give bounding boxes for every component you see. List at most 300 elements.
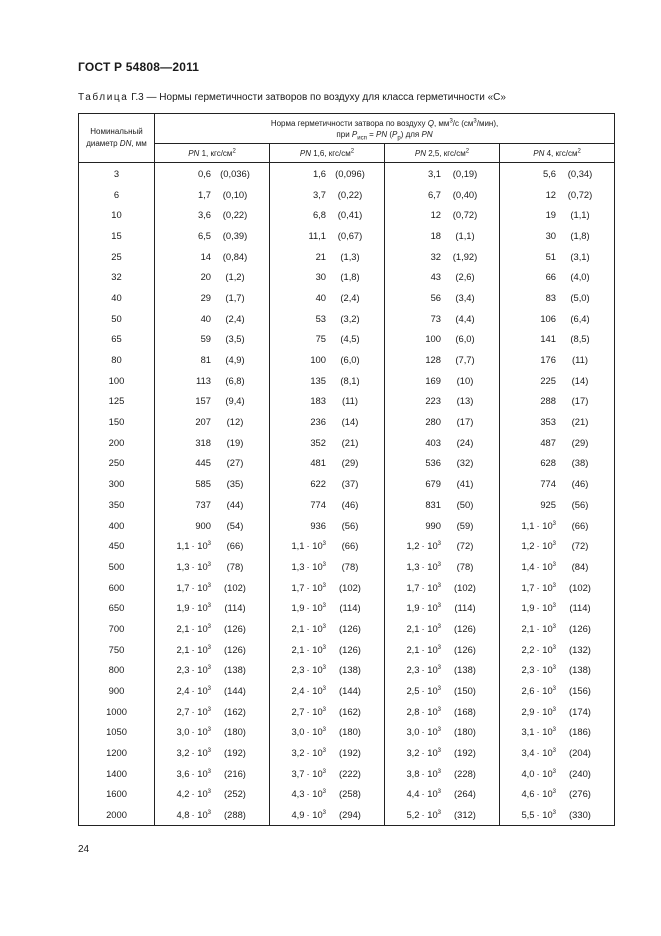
leak-value-alt-units: (228) — [454, 767, 476, 779]
cell-leak-norm — [155, 639, 270, 660]
leak-value: 236 — [310, 416, 326, 428]
table-row — [79, 204, 615, 225]
exponent-multiplier: · 10 — [191, 705, 208, 717]
leak-value-alt-units: (24) — [456, 436, 474, 448]
leak-value: $2,3 \cdot 10^3$ — [291, 664, 326, 676]
exponent-multiplier: · 10 — [421, 664, 438, 676]
exponent-multiplier: · 10 — [306, 540, 323, 552]
leak-value-alt-units: (114) — [569, 602, 591, 614]
leak-value-alt-units: (0,41) — [337, 209, 363, 221]
leak-value-alt-units: (1,1) — [570, 209, 590, 221]
cell-leak-norm — [155, 494, 270, 515]
exponent-multiplier: · 10 — [536, 705, 553, 717]
leak-value-alt-units: (78) — [226, 560, 244, 572]
cell-leak-norm — [385, 535, 500, 556]
cell-leak-norm — [270, 742, 385, 763]
cell-leak-norm — [500, 763, 615, 784]
leak-value-alt-units: (138) — [224, 664, 246, 676]
leak-value-alt-units: (192) — [339, 747, 361, 759]
leak-value: 20 — [200, 271, 211, 283]
leak-value: $1,1 \cdot 10^3$ — [521, 519, 556, 531]
cell-nominal-diameter: 1600 — [79, 784, 155, 805]
leak-value: 135 — [310, 374, 326, 386]
exponent-multiplier: · 10 — [306, 685, 323, 697]
leak-value: $1,9 \cdot 10^3$ — [291, 602, 326, 614]
leak-value: 353 — [540, 416, 556, 428]
leak-value: $3,4 \cdot 10^3$ — [521, 747, 556, 759]
exponent-multiplier: · 10 — [536, 726, 553, 738]
exponent-multiplier: · 10 — [536, 809, 553, 821]
leak-value-alt-units: (192) — [224, 747, 246, 759]
cell-leak-norm — [270, 556, 385, 577]
leak-value-alt-units: (0,39) — [222, 229, 248, 241]
leak-value: 6,5 — [197, 229, 211, 241]
table-row — [79, 473, 615, 494]
leak-value-alt-units: (222) — [339, 767, 361, 779]
exponent-multiplier: · 10 — [306, 726, 323, 738]
cell-leak-norm — [385, 184, 500, 205]
leak-value: 225 — [540, 374, 556, 386]
cell-leak-norm — [270, 391, 385, 412]
leak-value: $1,9 \cdot 10^3$ — [406, 602, 441, 614]
exponent-multiplier: · 10 — [421, 560, 438, 572]
exponent-multiplier: · 10 — [306, 664, 323, 676]
cell-nominal-diameter: 400 — [79, 515, 155, 536]
header-pn-1-6: PN 1,6, кгс/$см^2$ — [270, 144, 385, 163]
leak-value-alt-units: (0,84) — [222, 250, 248, 262]
leak-value: 30 — [315, 271, 326, 283]
cell-leak-norm — [385, 680, 500, 701]
leak-value-alt-units: (114) — [454, 602, 476, 614]
leak-value: $2,2 \cdot 10^3$ — [521, 643, 556, 655]
leak-value-alt-units: (11) — [572, 354, 588, 366]
leak-value-alt-units: (6,0) — [340, 354, 360, 366]
leak-value: 29 — [200, 291, 211, 303]
cell-leak-norm — [500, 680, 615, 701]
leak-value: $3,2 \cdot 10^3$ — [291, 747, 326, 759]
page-number: 24 — [78, 844, 90, 855]
cell-leak-norm — [270, 204, 385, 225]
exponent-multiplier: · 10 — [536, 788, 553, 800]
table-row — [79, 163, 615, 184]
leak-value-alt-units: (180) — [454, 726, 476, 738]
leak-value: 11,1 — [308, 229, 326, 241]
leak-value-alt-units: (180) — [224, 726, 246, 738]
exponent-multiplier: · 10 — [306, 705, 323, 717]
cell-leak-norm — [385, 618, 500, 639]
cell-leak-norm — [270, 349, 385, 370]
cell-nominal-diameter: 900 — [79, 680, 155, 701]
leak-value-alt-units: (32) — [456, 457, 474, 469]
leak-value-alt-units: (138) — [454, 664, 476, 676]
exponent-multiplier: · 10 — [536, 602, 553, 614]
cell-leak-norm — [155, 246, 270, 267]
cell-leak-norm — [155, 432, 270, 453]
leak-value: $1,7 \cdot 10^3$ — [521, 581, 556, 593]
leak-value-alt-units: (4,0) — [570, 271, 590, 283]
table-row — [79, 225, 615, 246]
leak-value: $2,7 \cdot 10^3$ — [176, 705, 211, 717]
cell-leak-norm — [500, 639, 615, 660]
leak-value: $3,6 \cdot 10^3$ — [176, 767, 211, 779]
leak-value-alt-units: (0,34) — [567, 167, 593, 179]
leak-value-alt-units: (1,1) — [455, 229, 475, 241]
leak-value-alt-units: (144) — [339, 685, 361, 697]
table-row — [79, 722, 615, 743]
exponent-multiplier: · 10 — [536, 685, 553, 697]
table-body — [79, 163, 615, 826]
cell-nominal-diameter: 2000 — [79, 804, 155, 825]
table-row — [79, 597, 615, 618]
leak-value: 6,7 — [427, 188, 441, 200]
exponent-multiplier: · 10 — [191, 685, 208, 697]
cell-leak-norm — [155, 184, 270, 205]
cell-leak-norm — [270, 804, 385, 825]
cell-leak-norm — [155, 308, 270, 329]
leak-value: $4,4 \cdot 10^3$ — [406, 788, 441, 800]
leak-value-alt-units: (66) — [226, 540, 244, 552]
cell-leak-norm — [385, 577, 500, 598]
cell-nominal-diameter: 200 — [79, 432, 155, 453]
caption-text: — Нормы герметичности затворов по воздуху для класса герметичности «С» — [143, 92, 506, 103]
exponent-multiplier: · 10 — [536, 581, 553, 593]
leak-value-alt-units: (19) — [226, 436, 244, 448]
exponent-multiplier: · 10 — [421, 643, 438, 655]
leak-value-alt-units: (13) — [456, 395, 474, 407]
exponent-multiplier: · 10 — [191, 767, 208, 779]
leak-value-alt-units: (0,22) — [222, 209, 248, 221]
cell-leak-norm — [385, 784, 500, 805]
leak-value-alt-units: (126) — [454, 622, 476, 634]
leak-value-alt-units: (46) — [571, 478, 589, 490]
cell-leak-norm — [155, 535, 270, 556]
leak-value: $1,9 \cdot 10^3$ — [521, 602, 556, 614]
cell-leak-norm — [270, 308, 385, 329]
cell-leak-norm — [385, 349, 500, 370]
leak-value: 40 — [315, 291, 326, 303]
leak-value: 43 — [430, 271, 441, 283]
cell-leak-norm — [385, 411, 500, 432]
leak-value: 40 — [200, 312, 211, 324]
leak-value-alt-units: (59) — [456, 519, 474, 531]
cell-leak-norm — [385, 556, 500, 577]
exponent-multiplier: · 10 — [536, 747, 553, 759]
cell-nominal-diameter: 750 — [79, 639, 155, 660]
exponent-multiplier: · 10 — [191, 747, 208, 759]
exponent-multiplier: · 10 — [191, 809, 208, 821]
leak-value: 100 — [310, 354, 326, 366]
leak-value-alt-units: (1,2) — [225, 271, 245, 283]
cell-leak-norm — [385, 804, 500, 825]
leak-value-alt-units: (21) — [571, 416, 589, 428]
cell-nominal-diameter: 1200 — [79, 742, 155, 763]
leak-value-alt-units: (1,8) — [570, 229, 590, 241]
leak-value-alt-units: (0,096) — [335, 167, 365, 179]
leak-value: 900 — [195, 519, 211, 531]
leak-value: $2,3 \cdot 10^3$ — [176, 664, 211, 676]
exponent-multiplier: · 10 — [191, 664, 208, 676]
cell-leak-norm — [155, 349, 270, 370]
leak-value-alt-units: (204) — [569, 747, 591, 759]
leak-value: $3,1 \cdot 10^3$ — [521, 726, 556, 738]
leak-value-alt-units: (9,4) — [225, 395, 245, 407]
leak-value-alt-units: (10) — [456, 374, 474, 386]
leak-value-alt-units: (4,4) — [455, 312, 475, 324]
cell-leak-norm — [385, 597, 500, 618]
leak-value: 936 — [310, 519, 326, 531]
exponent-multiplier: · 10 — [306, 643, 323, 655]
cell-leak-norm — [500, 287, 615, 308]
cell-leak-norm — [385, 515, 500, 536]
leak-value: $2,3 \cdot 10^3$ — [406, 664, 441, 676]
leak-value-alt-units: (114) — [339, 602, 361, 614]
cell-leak-norm — [500, 391, 615, 412]
leak-value-alt-units: (264) — [454, 788, 476, 800]
leak-value: 73 — [430, 312, 441, 324]
cell-leak-norm — [155, 391, 270, 412]
leak-value-alt-units: (7,7) — [455, 354, 475, 366]
leak-value-alt-units: (27) — [226, 457, 244, 469]
cell-leak-norm — [500, 701, 615, 722]
leak-value-alt-units: (2,4) — [340, 291, 360, 303]
header-pn-4: PN 4, кгс/$см^2$ — [500, 144, 615, 163]
leak-value: $3,0 \cdot 10^3$ — [176, 726, 211, 738]
table-row — [79, 660, 615, 681]
leak-value: 288 — [540, 395, 556, 407]
cell-leak-norm — [500, 184, 615, 205]
leak-value-alt-units: (156) — [569, 685, 591, 697]
cell-leak-norm — [385, 639, 500, 660]
table-row — [79, 701, 615, 722]
cell-leak-norm — [500, 204, 615, 225]
leak-value: 113 — [196, 374, 211, 386]
leak-value-alt-units: (276) — [569, 788, 591, 800]
leak-value-alt-units: (37) — [341, 478, 359, 490]
leak-value-alt-units: (17) — [571, 395, 589, 407]
leak-value-alt-units: (4,9) — [225, 354, 245, 366]
table-caption — [78, 92, 506, 103]
exponent-multiplier: · 10 — [191, 788, 208, 800]
cell-leak-norm — [270, 370, 385, 391]
leak-value-alt-units: (150) — [454, 685, 476, 697]
leak-value: $1,9 \cdot 10^3$ — [176, 602, 211, 614]
cell-leak-norm — [270, 225, 385, 246]
cell-nominal-diameter: 10 — [79, 204, 155, 225]
cell-leak-norm — [500, 473, 615, 494]
leak-value-alt-units: (126) — [569, 622, 591, 634]
cell-nominal-diameter: 250 — [79, 453, 155, 474]
cell-leak-norm — [385, 432, 500, 453]
leak-value: 21 — [315, 250, 326, 262]
leak-value-alt-units: (50) — [456, 498, 474, 510]
leak-value-alt-units: (138) — [569, 664, 591, 676]
leak-value-alt-units: (0,40) — [452, 188, 478, 200]
leak-value-alt-units: (312) — [454, 809, 476, 821]
leak-value-alt-units: (44) — [226, 498, 244, 510]
cell-leak-norm — [385, 722, 500, 743]
leak-value-alt-units: (72) — [571, 540, 589, 552]
leak-value: $2,1 \cdot 10^3$ — [176, 643, 211, 655]
exponent-multiplier: · 10 — [421, 788, 438, 800]
cell-leak-norm — [270, 701, 385, 722]
document-id: ГОСТ Р 54808—2011 — [78, 60, 200, 74]
leak-value: $2,6 \cdot 10^3$ — [521, 685, 556, 697]
leak-value-alt-units: (72) — [456, 540, 474, 552]
cell-leak-norm — [155, 597, 270, 618]
leak-value: 19 — [545, 209, 556, 221]
leak-value: $2,1 \cdot 10^3$ — [291, 643, 326, 655]
exponent-multiplier: · 10 — [421, 622, 438, 634]
leak-value: 56 — [430, 291, 441, 303]
leak-value-alt-units: (126) — [224, 622, 246, 634]
table-row — [79, 804, 615, 825]
cell-leak-norm — [500, 804, 615, 825]
leak-value-alt-units: (168) — [454, 705, 476, 717]
exponent-multiplier: · 10 — [306, 560, 323, 572]
leak-value-alt-units: (35) — [226, 478, 244, 490]
cell-nominal-diameter: 3 — [79, 163, 155, 184]
leak-value-alt-units: (138) — [339, 664, 361, 676]
leak-value: 0,6 — [197, 167, 211, 179]
leak-value: $3,2 \cdot 10^3$ — [176, 747, 211, 759]
cell-leak-norm — [155, 204, 270, 225]
leak-value: 737 — [195, 498, 211, 510]
cell-leak-norm — [270, 411, 385, 432]
cell-nominal-diameter: 450 — [79, 535, 155, 556]
exponent-multiplier: · 10 — [421, 726, 438, 738]
exponent-multiplier: · 10 — [536, 519, 553, 531]
cell-leak-norm — [155, 225, 270, 246]
leak-value: $5,5 \cdot 10^3$ — [521, 809, 556, 821]
cell-leak-norm — [155, 701, 270, 722]
leak-value-alt-units: (114) — [224, 602, 246, 614]
leak-value: 106 — [540, 312, 556, 324]
cell-leak-norm — [500, 535, 615, 556]
cell-leak-norm — [385, 370, 500, 391]
cell-leak-norm — [155, 660, 270, 681]
leak-value-alt-units: (126) — [224, 643, 246, 655]
leak-value: 183 — [310, 395, 326, 407]
cell-leak-norm — [155, 742, 270, 763]
cell-leak-norm — [385, 494, 500, 515]
cell-nominal-diameter: 6 — [79, 184, 155, 205]
cell-leak-norm — [270, 680, 385, 701]
cell-nominal-diameter: 150 — [79, 411, 155, 432]
cell-nominal-diameter: 350 — [79, 494, 155, 515]
leak-value-alt-units: (102) — [454, 581, 476, 593]
leak-value: 990 — [425, 519, 441, 531]
leak-value-alt-units: (3,2) — [340, 312, 360, 324]
cell-nominal-diameter: 700 — [79, 618, 155, 639]
cell-nominal-diameter: 80 — [79, 349, 155, 370]
leak-value-alt-units: (78) — [456, 560, 474, 572]
leak-value: $2,4 \cdot 10^3$ — [176, 685, 211, 697]
cell-leak-norm — [500, 246, 615, 267]
cell-leak-norm — [270, 577, 385, 598]
leak-value: 223 — [425, 395, 441, 407]
leak-value: $3,0 \cdot 10^3$ — [291, 726, 326, 738]
cell-leak-norm — [155, 329, 270, 350]
cell-nominal-diameter: 1000 — [79, 701, 155, 722]
leak-value: $2,1 \cdot 10^3$ — [291, 622, 326, 634]
leak-value-alt-units: (0,72) — [452, 209, 478, 221]
leak-value: 12 — [545, 188, 556, 200]
leak-value: 59 — [200, 333, 211, 345]
table-row — [79, 246, 615, 267]
cell-leak-norm — [500, 163, 615, 184]
cell-leak-norm — [270, 329, 385, 350]
table-row — [79, 349, 615, 370]
leak-value: 51 — [545, 250, 556, 262]
header-nominal-diameter: Номинальный диаметр DN, мм — [79, 114, 155, 163]
leak-value-alt-units: (1,3) — [340, 250, 360, 262]
leak-value: 3,7 — [312, 188, 326, 200]
cell-leak-norm — [155, 763, 270, 784]
leak-value-alt-units: (294) — [339, 809, 361, 821]
cell-leak-norm — [270, 722, 385, 743]
exponent-multiplier: · 10 — [421, 747, 438, 759]
leak-value-alt-units: (6,4) — [570, 312, 590, 324]
exponent-multiplier: · 10 — [536, 643, 553, 655]
cell-leak-norm — [270, 618, 385, 639]
table-row — [79, 680, 615, 701]
leak-value: $2,1 \cdot 10^3$ — [176, 622, 211, 634]
table-row — [79, 329, 615, 350]
cell-nominal-diameter: 65 — [79, 329, 155, 350]
leak-value: 3,1 — [427, 167, 441, 179]
table-row — [79, 556, 615, 577]
exponent-multiplier: · 10 — [191, 581, 208, 593]
leak-value: $2,9 \cdot 10^3$ — [521, 705, 556, 717]
cell-leak-norm — [385, 163, 500, 184]
cell-nominal-diameter: 25 — [79, 246, 155, 267]
leak-value: $1,7 \cdot 10^3$ — [176, 581, 211, 593]
cell-leak-norm — [500, 370, 615, 391]
cell-nominal-diameter: 650 — [79, 597, 155, 618]
cell-nominal-diameter: 125 — [79, 391, 155, 412]
leak-value: 6,8 — [312, 209, 326, 221]
cell-leak-norm — [500, 618, 615, 639]
exponent-multiplier: · 10 — [306, 767, 323, 779]
cell-leak-norm — [385, 287, 500, 308]
cell-leak-norm — [385, 660, 500, 681]
cell-leak-norm — [500, 432, 615, 453]
leak-value-alt-units: (5,0) — [570, 291, 590, 303]
cell-leak-norm — [270, 266, 385, 287]
cell-nominal-diameter: 300 — [79, 473, 155, 494]
leak-value: 141 — [540, 333, 556, 345]
exponent-multiplier: · 10 — [421, 602, 438, 614]
table-row — [79, 308, 615, 329]
leak-value: 12 — [430, 209, 441, 221]
leak-value: $4,2 \cdot 10^3$ — [176, 788, 211, 800]
leak-value-alt-units: (66) — [341, 540, 359, 552]
header-pn-1: PN 1, кгс/$см^2$ — [155, 144, 270, 163]
exponent-multiplier: · 10 — [191, 726, 208, 738]
leak-value: 53 — [315, 312, 326, 324]
leak-value: $4,9 \cdot 10^3$ — [291, 809, 326, 821]
leak-value-alt-units: (11) — [342, 395, 358, 407]
leak-value: 622 — [310, 478, 326, 490]
cell-leak-norm — [500, 515, 615, 536]
cell-nominal-diameter: 500 — [79, 556, 155, 577]
cell-nominal-diameter: 50 — [79, 308, 155, 329]
cell-leak-norm — [500, 577, 615, 598]
leak-value: $3,7 \cdot 10^3$ — [291, 767, 326, 779]
leak-value: $1,3 \cdot 10^3$ — [406, 560, 441, 572]
leak-value-alt-units: (0,72) — [567, 188, 593, 200]
leak-norms-table — [78, 113, 615, 826]
